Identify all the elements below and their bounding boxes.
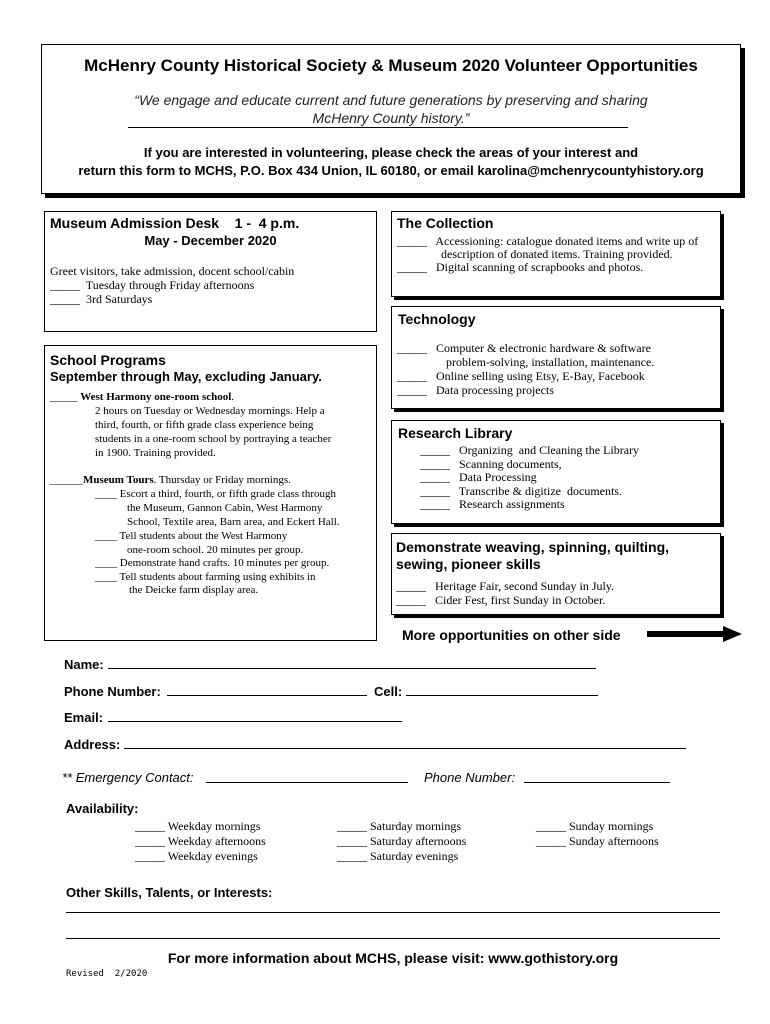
avail-sunday-mornings[interactable]: _____ Sunday mornings bbox=[536, 819, 654, 833]
weaving-item-heritage-fair[interactable]: _____ Heritage Fair, second Sunday in July. bbox=[396, 579, 615, 593]
footer-info: For more information about MCHS, please visit: www.gothistory.org bbox=[167, 950, 619, 966]
cell-field[interactable] bbox=[406, 695, 598, 696]
collection-item-scanning[interactable]: _____ Digital scanning of scrapbooks and photos. bbox=[397, 260, 644, 274]
museum-tours-title: Museum Tours bbox=[83, 474, 154, 486]
school-west-harmony[interactable]: _____ West Harmony one-room school. bbox=[50, 391, 235, 403]
name-label: Name: bbox=[64, 657, 104, 672]
school-subtitle: September through May, excluding January. bbox=[50, 369, 322, 384]
avail-saturday-afternoons[interactable]: _____ Saturday afternoons bbox=[337, 834, 467, 848]
email-field[interactable] bbox=[108, 721, 402, 722]
emergency-contact-field[interactable] bbox=[206, 782, 408, 783]
instruction-line2: return this form to MCHS, P.O. Box 434 Union, IL 60180, or email karolina@mchenrycountyhistory.org bbox=[78, 163, 704, 178]
tour-option-escort-cont1: the Museum, Gannon Cabin, West Harmony bbox=[127, 502, 323, 514]
library-item-organizing[interactable]: _____ Organizing and Cleaning the Library bbox=[420, 443, 640, 457]
email-label: Email: bbox=[64, 710, 104, 725]
museum-tours-desc: . Thursday or Friday mornings. bbox=[153, 474, 291, 486]
avail-weekday-evenings[interactable]: _____ Weekday evenings bbox=[135, 849, 258, 863]
collection-item-accessioning[interactable]: _____ Accessioning: catalogue donated items and write up of bbox=[397, 234, 699, 248]
avail-weekday-mornings[interactable]: _____ Weekday mornings bbox=[135, 819, 261, 833]
west-harmony-title: West Harmony one-room school bbox=[80, 391, 232, 403]
phone-label: Phone Number: bbox=[64, 684, 161, 699]
emergency-phone-field[interactable] bbox=[524, 782, 670, 783]
tour-option-tell-west-harmony[interactable]: ____ Tell students about the West Harmony bbox=[95, 530, 288, 542]
skills-field-line1[interactable] bbox=[66, 912, 720, 913]
instruction-line1: If you are interested in volunteering, please check the areas of your interest and bbox=[143, 145, 639, 160]
quote-underline bbox=[128, 127, 628, 128]
tour-option-farming[interactable]: ____ Tell students about farming using exhibits in bbox=[95, 571, 316, 583]
school-wh-line1: 2 hours on Tuesday or Wednesday mornings. Help a bbox=[95, 405, 325, 417]
avail-weekday-afternoons[interactable]: _____ Weekday afternoons bbox=[135, 834, 266, 848]
name-field[interactable] bbox=[108, 668, 596, 669]
page-title: McHenry County Historical Society & Museum 2020 Volunteer Opportunities bbox=[84, 56, 698, 75]
cell-label: Cell: bbox=[374, 684, 403, 699]
technology-item-hardware-cont: problem-solving, installation, maintenance. bbox=[446, 355, 655, 369]
tour-option-escort-cont2: School, Textile area, Barn area, and Eckert Hall. bbox=[127, 516, 340, 528]
avail-saturday-evenings[interactable]: _____ Saturday evenings bbox=[337, 849, 459, 863]
library-item-transcribe[interactable]: _____ Transcribe & digitize documents. bbox=[420, 484, 622, 498]
tour-option-hand-crafts[interactable]: ____ Demonstrate hand crafts. 10 minutes per group. bbox=[95, 557, 330, 569]
museum-tours-checkbox[interactable]: ______ bbox=[50, 474, 83, 486]
emergency-phone-label: Phone Number: bbox=[424, 770, 516, 785]
right-arrow-icon bbox=[647, 626, 742, 642]
phone-field[interactable] bbox=[167, 695, 367, 696]
library-title: Research Library bbox=[398, 425, 513, 441]
admission-title: Museum Admission Desk 1 - 4 p.m. bbox=[50, 215, 300, 231]
address-field[interactable] bbox=[124, 748, 686, 749]
school-wh-line4: in 1900. Training provided. bbox=[95, 447, 216, 459]
emergency-contact-label: ** Emergency Contact: bbox=[62, 770, 194, 785]
technology-item-data[interactable]: _____ Data processing projects bbox=[397, 383, 554, 397]
technology-item-hardware[interactable]: _____ Computer & electronic hardware & software bbox=[397, 341, 651, 355]
mission-quote-line2: McHenry County history.” bbox=[312, 110, 470, 126]
more-opportunities-label: More opportunities on other side bbox=[402, 627, 621, 643]
library-item-research[interactable]: _____ Research assignments bbox=[420, 497, 565, 511]
avail-saturday-mornings[interactable]: _____ Saturday mornings bbox=[337, 819, 461, 833]
library-item-scanning[interactable]: _____ Scanning documents, bbox=[420, 457, 562, 471]
admission-item-saturday[interactable]: _____ 3rd Saturdays bbox=[50, 292, 153, 306]
admission-desc: Greet visitors, take admission, docent school/cabin bbox=[50, 264, 295, 278]
collection-item-accessioning-cont: description of donated items. Training provided. bbox=[441, 247, 673, 261]
collection-title: The Collection bbox=[397, 215, 494, 231]
school-title: School Programs bbox=[50, 352, 166, 368]
technology-title: Technology bbox=[398, 311, 476, 327]
mission-quote-line1: “We engage and educate current and future generations by preserving and sharing bbox=[134, 92, 648, 108]
school-museum-tours[interactable] bbox=[50, 474, 291, 486]
avail-sunday-afternoons[interactable]: _____ Sunday afternoons bbox=[536, 834, 659, 848]
revised-date: Revised 2/2020 bbox=[66, 969, 148, 979]
tour-option-escort[interactable]: ____ Escort a third, fourth, or fifth grade class through bbox=[95, 488, 337, 500]
library-item-data[interactable]: _____ Data Processing bbox=[420, 470, 537, 484]
technology-item-online-selling[interactable]: _____ Online selling using Etsy, E-Bay, Facebook bbox=[397, 369, 645, 383]
school-wh-line3: students in a one-room school by portraying a teacher bbox=[95, 433, 332, 445]
availability-label: Availability: bbox=[66, 801, 139, 816]
weaving-title-line1: Demonstrate weaving, spinning, quilting, bbox=[396, 539, 670, 555]
skills-label: Other Skills, Talents, or Interests: bbox=[66, 885, 273, 900]
west-harmony-checkbox[interactable]: _____ bbox=[50, 391, 81, 403]
admission-subtitle: May - December 2020 bbox=[144, 233, 277, 248]
tour-option-tell-cont: one-room school. 20 minutes per group. bbox=[127, 544, 304, 556]
weaving-title-line2: sewing, pioneer skills bbox=[396, 556, 541, 572]
school-wh-line2: third, fourth, or fifth grade class experience being bbox=[95, 419, 314, 431]
skills-field-line2[interactable] bbox=[66, 938, 720, 939]
admission-item-weekday[interactable]: _____ Tuesday through Friday afternoons bbox=[50, 278, 255, 292]
weaving-item-cider-fest[interactable]: _____ Cider Fest, first Sunday in October. bbox=[396, 593, 606, 607]
tour-option-farming-cont: the Deicke farm display area. bbox=[129, 584, 259, 596]
address-label: Address: bbox=[64, 737, 121, 752]
